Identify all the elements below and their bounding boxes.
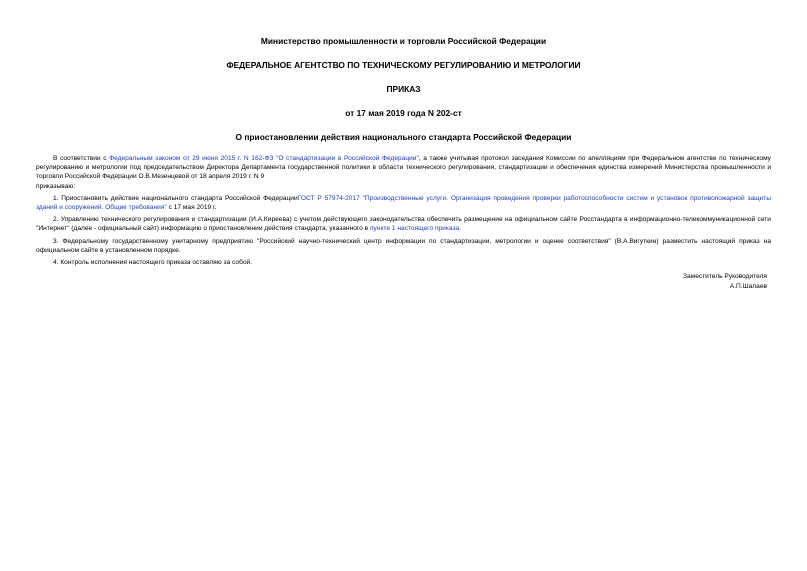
- document-type: ПРИКАЗ: [386, 84, 421, 94]
- item-1: [36, 194, 771, 212]
- preamble-text-2: , а также учитывая протокол заседания Комиссии по апелляциям при Федеральном агентстве по техническому регулированию и метрологии под председательством Директора Департамента государственной политики в области технического регулирования, стандартизации и обеспечения единства измерений Министерства промышленности и торговли Российской Федерации О.В.Мезенцевой от 18 апреля 2019 г. N 9: [36, 155, 771, 181]
- document-page: [36, 30, 771, 292]
- gost-standard-link[interactable]: ГОСТ Р 57974-2017 "Производственные услуги. Организация проведения проверки работоспособности систем и установок противопожарной защиты зданий и сооружений. Общие требования": [36, 194, 771, 212]
- preamble-text-1: В соответствии с: [53, 155, 110, 162]
- item-2-text: 2. Управлению технического регулирования и стандартизации (И.А.Киреева) с учетом действующего законодательства обеспечить размещение на официальном сайте Росстандарта в информационно-телекоммуникационной сети "Интернет" (далее - официальный сайт) информацию о приостановлении действия стандарта, указанного в: [36, 216, 771, 233]
- order-word: приказываю:: [36, 182, 76, 190]
- item-2: [36, 215, 771, 233]
- signatory-position: Заместитель Руководителя: [683, 273, 767, 281]
- item-4: 4. Контроль исполнения настоящего приказа оставляю за собой.: [53, 259, 253, 267]
- document-body: [36, 154, 771, 267]
- document-date-number: от 17 мая 2019 года N 202-ст: [345, 108, 462, 118]
- item-1-date: с 17 мая 2019 г.: [166, 204, 217, 212]
- item-1-reference-link[interactable]: пункте 1 настоящего приказа: [369, 225, 460, 233]
- federal-law-link[interactable]: Федеральным законом от 29 июня 2015 г. N 162-ФЗ "О стандартизации в Российской Федерации": [109, 155, 419, 162]
- agency-heading: ФЕДЕРАЛЬНОЕ АГЕНТСТВО ПО ТЕХНИЧЕСКОМУ РЕГУЛИРОВАНИЮ И МЕТРОЛОГИИ: [226, 60, 581, 70]
- item-1-text: 1. Приостановить действие национального стандарта Российской Федерации: [53, 194, 298, 202]
- document-subject: О приостановлении действия национального стандарта Российской Федерации: [235, 132, 572, 142]
- item-3: 3. Федеральному государственному унитарному предприятию "Российский научно-технический центр информации по стандартизации, метрологии и оценке соответствия" (В.А.Вигуткин) разместить настоящий приказ на официальном сайте в установленном порядке.: [36, 237, 771, 254]
- item-2-end: .: [459, 225, 462, 233]
- preamble-paragraph: [36, 154, 771, 182]
- signatory-name: А.П.Шалаев: [729, 283, 767, 291]
- ministry-heading: Министерство промышленности и торговли Российской Федерации: [260, 36, 547, 46]
- signature-block: [36, 272, 771, 292]
